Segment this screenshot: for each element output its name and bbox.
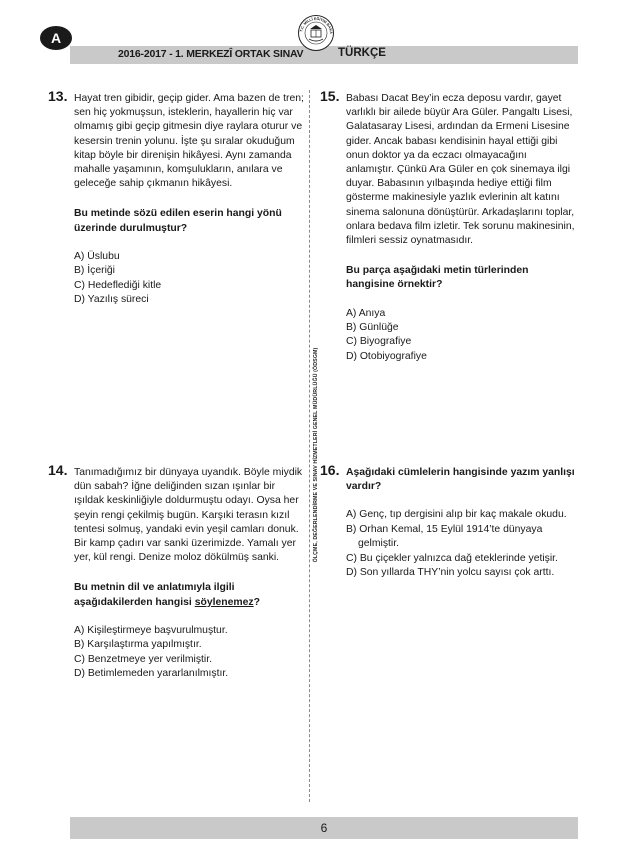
prompt-underlined: söylenemez [194,596,254,608]
question-prompt: Bu parça aşağıdaki metin türlerinden hangisine örnektir? [346,265,529,291]
prompt-end: ? [253,596,260,608]
question-stem: Hayat tren gibidir, geçip gider. Ama bazen de tren; sen hiç yokmuşsun, isteklerin, hayallerin hiç var olmamış gibi geçip gitmesin diye raylara oturur ve kesersin trenin yolunu. İşte şu sıralar okuduğum kitap böyle bir direnişin hikâyesi. Aynı zamanda mahalle yaşamının, komşulukların, anılara ve geleceğe sahip çıkmanın hikâyesi. [74,93,304,190]
option-d[interactable]: D) Son yıllarda THY’nin yolcu sayısı çok arttı. [346,567,555,579]
option-d[interactable]: D) Yazılış süreci [74,294,149,306]
option-b[interactable]: B) Günlüğe [346,322,399,334]
question-number: 13. [48,88,68,104]
option-b[interactable]: B) İçeriği [74,265,115,277]
question-14 [48,462,304,681]
exam-title: 2016-2017 - 1. MERKEZÎ ORTAK SINAV [118,48,304,60]
option-d[interactable]: D) Betimlemeden yararlanılmıştır. [74,668,229,680]
booklet-badge: A [40,26,72,50]
question-number: 15. [320,88,340,104]
ministry-logo [297,14,335,52]
question-number: 14. [48,462,68,478]
subject-title: TÜRKÇE [338,47,386,59]
options-list [74,624,304,682]
option-b[interactable]: B) Orhan Kemal, 15 Eylül 1914’te dünyaya gelmiştir. [346,523,543,550]
option-c[interactable]: C) Biyografiye [346,336,412,348]
option-a[interactable]: A) Üslubu [74,250,120,262]
column-divider [309,90,310,802]
options-list [346,508,578,580]
option-c[interactable]: C) Bu çiçekler yalnızca dağ eteklerinde yetişir. [346,552,558,564]
question-prompt [74,581,304,609]
logo-text: T.C. MİLLÎ EĞİTİM BAKA [299,16,334,35]
option-d[interactable]: D) Otobiyografiye [346,350,427,362]
prompt-text: Bu metnin dil ve anlatımıyla ilgili aşağıdakilerden hangisi [74,582,235,608]
option-b[interactable]: B) Karşılaştırma yapılmıştır. [74,639,202,651]
question-15 [320,88,576,364]
question-prompt: Aşağıdaki cümlelerin hangisinde yazım yanlışı vardır? [346,467,575,493]
options-list [346,307,576,365]
option-a[interactable]: A) Kişileştirmeye başvurulmuştur. [74,624,228,636]
option-a[interactable]: A) Genç, tıp dergisini alıp bir kaç makale okudu. [346,509,567,521]
question-13 [48,88,304,307]
question-number: 16. [320,462,340,478]
option-c[interactable]: C) Hedeflediği kitle [74,279,162,291]
page-number: 6 [320,821,328,835]
option-a[interactable]: A) Anıya [346,307,386,319]
question-prompt: Bu metinde sözü edilen eserin hangi yönü üzerinde durulmuştur? [74,208,282,234]
question-16 [320,462,578,580]
option-c[interactable]: C) Benzetmeye yer verilmiştir. [74,653,212,665]
question-stem: Tanımadığımız bir dünyaya uyandık. Böyle miydik dün sabah? İğne deliğinden sızan ışınlar bir ışıldak keskinliğiyle doldurmuştu odayı. Oysa her şeyin rengi çekilmiş bugün. Karşıki terasın kızıl tentesi solmuş, yandaki evin yeşil camları donuk. Bir kamp çadırı var sanki üzerimizde. Yamalı yer yer, kül rengi. Denize moloz dökülmüş sanki. [74,467,303,564]
options-list [74,250,304,308]
question-stem: Babası Dacat Bey’in ecza deposu vardır, gayet varlıklı bir ailede büyür Ara Güler. Pangaltı Lisesi, Galatasaray Lisesi, ardından da Ermeni Lisesine gider. Ancak babası kendisinin hayal ettiği gibi onun doktor ya da eczacı olmayacağını anlamıştır. Çünkü Ara Güler en çok sinemaya ilgi duyar. Babasının yılbaşında hediye ettiği film gösterme makinesiyle yazlık evlerinin alt katını sinema salonuna dönüştürür. Arkadaşlarını toplar, onlara bedava film izletir. Tek sorunu makinesinin, filmleri sessiz oynatmasıdır. [346,93,575,247]
side-text-label: ÖLÇME, DEĞERLENDİRME VE SINAV HİZMETLERİ GENEL MÜDÜRLÜĞÜ (ÖDSGM) [313,347,319,563]
footer-bar [70,817,578,839]
